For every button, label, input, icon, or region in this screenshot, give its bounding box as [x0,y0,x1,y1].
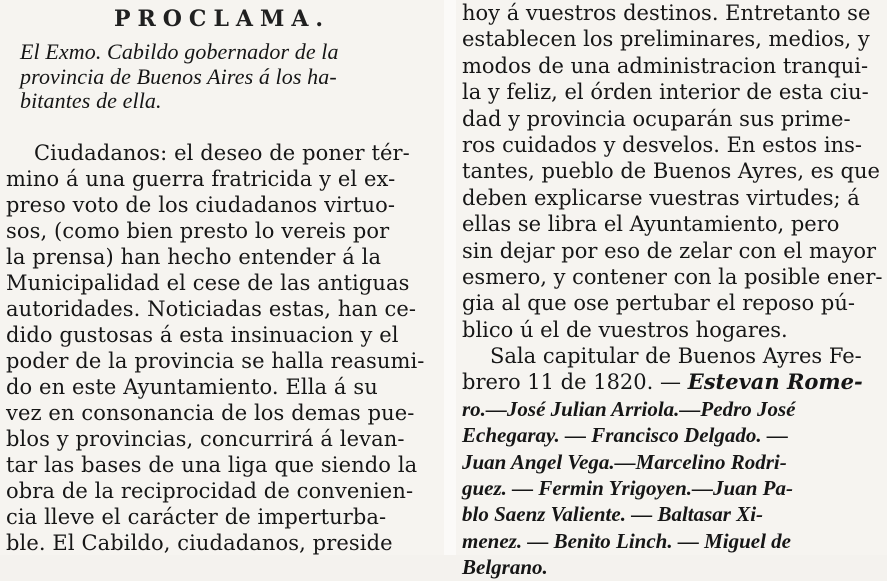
body-line: gia al que ose pertubar el reposo pú- [462,291,855,316]
body-line: la y feliz, el órden interior de esta ciu- [462,80,869,105]
body-line: mino á una guerra fratricida y el ex- [6,166,396,191]
signatory-name: Estevan Rome- [687,369,863,395]
signature-line: ro.—José Julian Arriola.—Pedro José [462,396,796,421]
body-line: obra de la reciprocidad de convenien- [6,478,414,503]
body-line: do en este Ayuntamiento. Ella á su [6,374,378,399]
body-line: cia lleve el carácter de imperturba- [6,504,387,529]
left-column [6,0,438,555]
signatures-block [462,396,882,581]
left-body-text [6,140,438,556]
body-line: esmero, y contener con la posible ener- [462,264,883,289]
body-line: ble. El Cabildo, ciudadanos, preside [6,530,393,555]
proclama-subtitle [6,40,438,114]
body-line: dido gustosas á esta insinuacion y el [6,322,399,347]
signature-line: Belgrano. [462,555,548,580]
body-line: sin dejar por eso de zelar con el mayor [462,238,877,263]
closing-dateline: Sala capitular de Buenos Ayres Fe- [490,344,862,369]
body-line: modos de una administracion tranqui- [462,53,869,78]
column-gutter [444,0,456,555]
subtitle-line: bitantes de ella. [20,88,162,113]
body-line: ros cuidados y desvelos. En estos ins- [462,132,862,157]
signature-line: blo Saenz Valiente. — Baltasar Xi- [462,502,764,527]
body-line: la prensa) han hecho entender á la [6,244,382,269]
body-line: Municipalidad el cese de las antiguas [6,270,410,295]
subtitle-line: El Exmo. Cabildo gobernador de la [20,39,339,64]
body-line: autoridades. Noticiadas estas, han ce- [6,296,417,321]
signature-line: menez. — Benito Linch. — Miguel de [462,528,792,553]
body-line: blico ú el de vuestros hogares. [462,317,788,342]
body-line: preso voto de los ciudadanos virtuo- [6,192,396,217]
body-line: tar las bases de una liga que siendo la [6,452,418,477]
signature-line: Juan Angel Vega.—Marcelino Rodri- [462,449,787,474]
body-line: vez en consonancia de los demas pue- [6,400,415,425]
date-text: brero 11 de 1820. — [462,370,688,395]
proclama-title: PROCLAMA. [113,6,331,32]
closing-date-line [462,369,882,395]
body-line: Ciudadanos: el deseo de poner tér- [34,140,410,165]
body-line: deben explicarse vuestras virtudes; á [462,185,860,210]
signature-line: Echegaray. — Francisco Delgado. — [462,423,788,448]
body-line: establecen los preliminares, medios, y [462,27,870,52]
body-line: dad y provincia ocuparán sus prime- [462,106,851,131]
body-line: tantes, pueblo de Buenos Ayres, es que [462,159,880,184]
body-line: ellas se libra el Ayuntamiento, pero [462,212,840,237]
subtitle-line: provincia de Buenos Aires á los ha- [20,63,337,89]
body-line: blos y provincias, concurrirá á levan- [6,426,405,451]
body-line: poder de la provincia se halla reasumi- [6,348,425,373]
body-line: hoy á vuestros destinos. Entretanto se [462,1,871,25]
signature-line: guez. — Fermin Yrigoyen.—Juan Pa- [462,476,793,501]
right-column [462,0,883,580]
body-line: sos, (como bien presto lo vereis por [6,218,390,243]
